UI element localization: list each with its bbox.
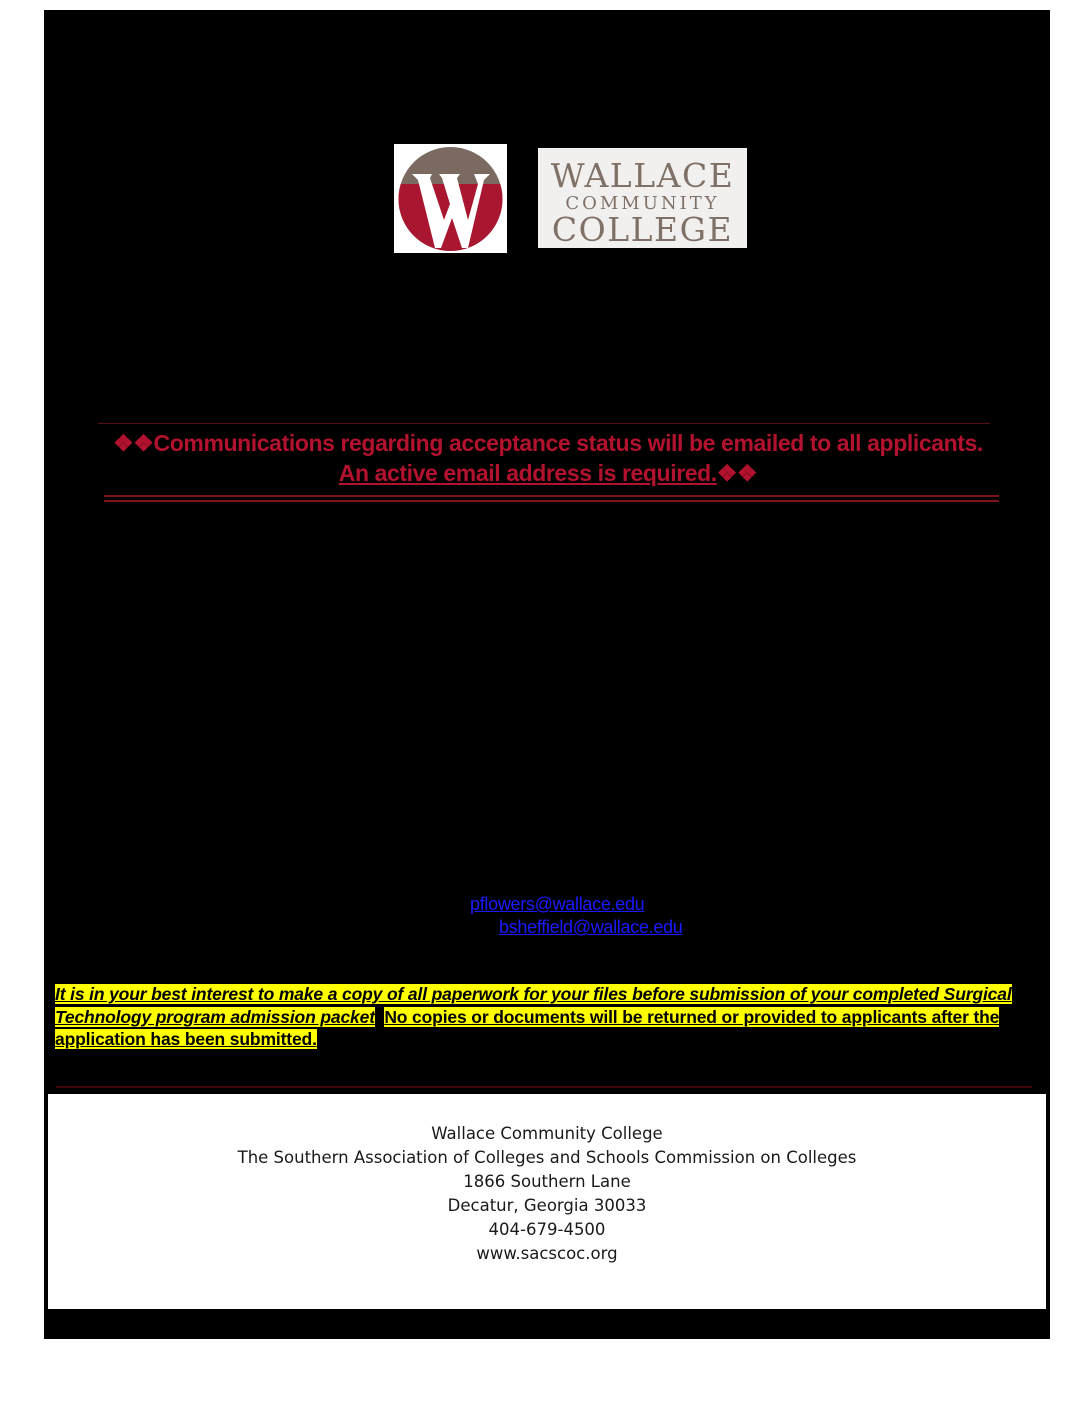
footer-url[interactable]: www.sacscoc.org xyxy=(476,1243,618,1263)
w-circle-icon xyxy=(394,144,507,253)
footer-line: 404-679-4500 xyxy=(488,1219,606,1239)
acceptance-notice xyxy=(100,428,996,488)
divider xyxy=(104,495,999,497)
warning-italic-text: It is in your best interest to make a copy of all paperwork for your files before submission of your completed Surgical Technology program admission packet xyxy=(55,984,1012,1027)
footer-line: 1866 Southern Lane xyxy=(463,1171,631,1191)
divider xyxy=(104,500,999,502)
divider xyxy=(56,1086,1032,1088)
college-emblem-logo xyxy=(394,144,507,253)
wordmark-line: COLLEGE xyxy=(551,210,734,249)
notice-period: . xyxy=(710,460,717,486)
notice-bullet: ❖❖ xyxy=(113,430,154,456)
college-wordmark-logo xyxy=(538,148,747,248)
wordmark-line: COMMUNITY xyxy=(565,193,720,214)
email-link-pflowers[interactable]: pflowers@wallace.edu xyxy=(470,894,645,914)
footer-line: Decatur, Georgia 30033 xyxy=(447,1195,647,1215)
warning-no-copies-text: No copies or documents will be returned or provided to applicants after the application has been submitted. xyxy=(55,1006,1000,1049)
warning-period: . xyxy=(374,1006,385,1027)
notice-bullet: ❖❖ xyxy=(716,460,758,486)
notice-required-text: An active email address is required xyxy=(338,460,711,486)
divider xyxy=(98,423,990,424)
footer-line: Wallace Community College xyxy=(431,1124,663,1143)
wordmark-line: WALLACE xyxy=(550,156,735,195)
footer-line: The Southern Association of Colleges and Schools Commission on Colleges xyxy=(237,1147,857,1167)
notice-text: Communications regarding acceptance status will be emailed to all applicants. xyxy=(153,430,983,456)
email-link-bsheffield[interactable]: bsheffield@wallace.edu xyxy=(499,917,683,937)
copy-warning xyxy=(55,983,1015,1051)
accreditation-footer xyxy=(47,1093,1047,1310)
